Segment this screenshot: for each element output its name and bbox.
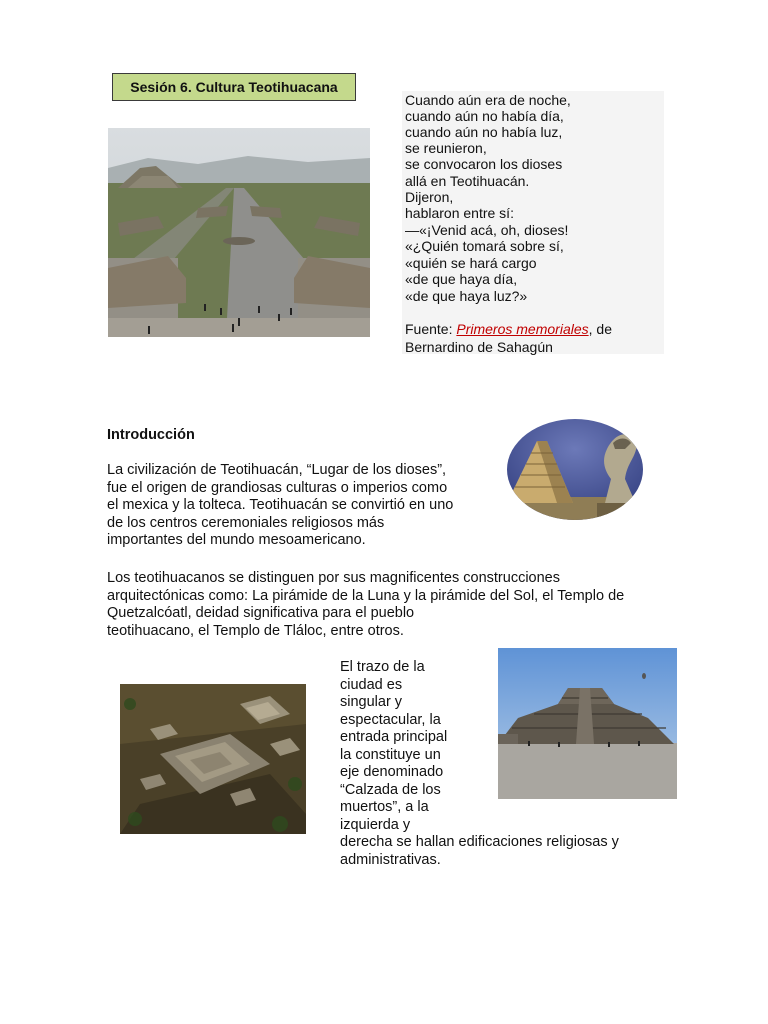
text-line: importantes del mundo mesoamericano.	[107, 532, 366, 548]
source-author: Bernardino de Sahagún	[405, 339, 553, 355]
text-line: arquitectónicas como: La pirámide de la Luna y la pirámide del Sol, el Templo de	[107, 587, 625, 604]
poem-line: «de que haya luz?»	[405, 288, 528, 304]
poem-line: cuando aún no había día,	[405, 108, 564, 124]
text-line: ciudad es	[340, 676, 403, 693]
text-line: el mexica y la tolteca. Teotihuacán se convirtió en uno	[107, 497, 454, 513]
text-line: derecha se hallan edificaciones religiosas y	[340, 834, 619, 850]
poem-line: se reunieron,	[405, 140, 487, 156]
source-prefix: Fuente:	[405, 321, 457, 337]
source-suffix: , de	[588, 321, 612, 337]
text-line: La civilización de Teotihuacán, “Lugar de los dioses”,	[107, 462, 447, 478]
poem-line: allá en Teotihuacán.	[405, 173, 530, 189]
poem-line: hablaron entre sí:	[405, 205, 514, 221]
text-line: administrativas.	[340, 851, 441, 868]
text-line: “Calzada de los	[340, 781, 441, 798]
avenue-of-the-dead-photo	[108, 128, 370, 337]
poem-line: cuando aún no había luz,	[405, 124, 563, 140]
text-line: entrada principal	[340, 729, 448, 745]
text-line: singular y	[340, 694, 403, 710]
text-line: Quetzalcóatl, deidad significativa para el pueblo	[107, 605, 415, 621]
intro-heading: Introducción	[107, 427, 195, 443]
session-title: Sesión 6. Cultura Teotihuacana	[112, 73, 356, 101]
text-line: la constituye un	[340, 746, 441, 763]
intro-paragraph-1	[107, 462, 453, 550]
poem-line: —«¡Venid acá, oh, dioses!	[405, 222, 569, 238]
poem-line: se convocaron los dioses	[405, 156, 563, 172]
text-line: de los centros ceremoniales religiosos más	[107, 514, 385, 531]
poem-line: «quién se hará cargo	[405, 255, 537, 271]
poem-line: Cuando aún era de noche,	[405, 92, 571, 108]
text-line: espectacular, la	[340, 711, 441, 728]
text-line: Los teotihuacanos se distinguen por sus magnificentes construcciones	[107, 570, 560, 586]
text-line: izquierda y	[340, 816, 411, 833]
poem-box	[402, 91, 664, 354]
text-line: eje denominado	[340, 764, 444, 780]
poem-line: Dijeron,	[405, 189, 454, 205]
text-line: El trazo de la	[340, 659, 425, 675]
source-link[interactable]: Primeros memoriales	[456, 321, 589, 337]
poem-line: «de que haya día,	[405, 271, 518, 287]
text-line: muertos”, a la	[340, 799, 429, 815]
text-line: fue el origen de grandiosas culturas o imperios como	[107, 479, 448, 496]
aerial-city-photo	[120, 684, 306, 834]
intro-paragraph-2	[107, 570, 624, 640]
text-line: teotihuacano, el Templo de Tláloc, entre otros.	[107, 622, 404, 639]
kukulkan-pyramid-oval-image	[507, 419, 643, 520]
poem-source	[405, 320, 612, 356]
pyramid-of-the-sun-photo	[498, 648, 677, 799]
poem-line: «¿Quién tomará sobre sí,	[405, 238, 564, 254]
